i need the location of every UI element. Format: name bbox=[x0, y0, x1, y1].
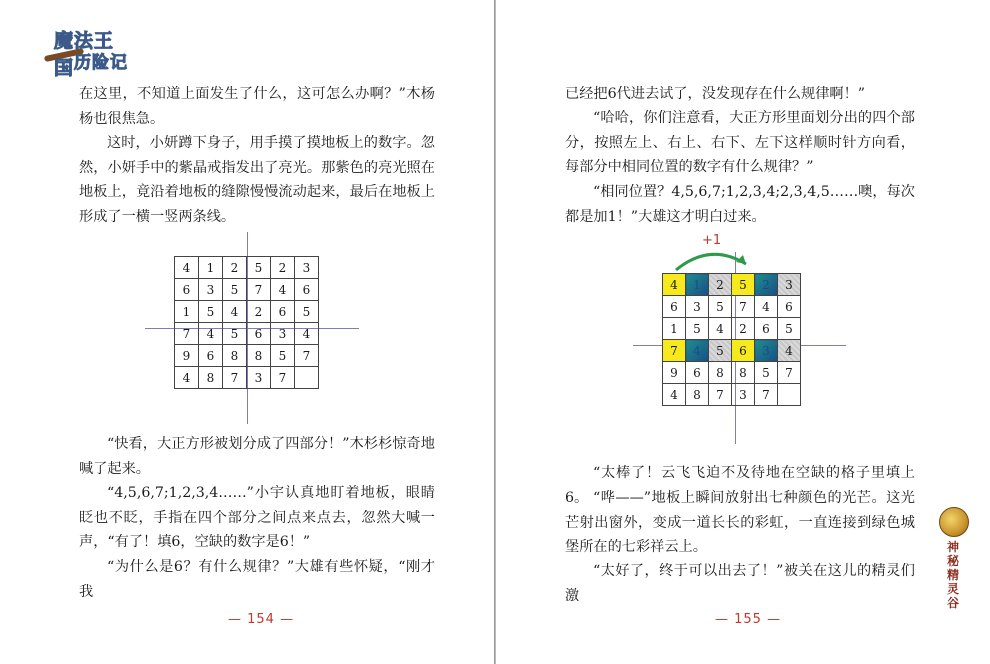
paragraph: “相同位置？4,5,6,7;1,2,3,4;2,3,4,5……噢，每次都是加1！”大雄这才明白过来。 bbox=[565, 184, 915, 225]
grid-cell: 3 bbox=[199, 279, 223, 301]
grid-cell: 4 bbox=[199, 323, 223, 345]
grid-cell: 6 bbox=[199, 345, 223, 367]
grid-cell: 2 bbox=[223, 257, 247, 279]
grid-cell: 9 bbox=[663, 362, 686, 384]
grid-cell: 5 bbox=[686, 318, 709, 340]
grid-cell: 8 bbox=[732, 362, 755, 384]
grid-cell: 7 bbox=[709, 384, 732, 406]
paragraph: “快看，大正方形被划分成了四部分！”木杉杉惊奇地喊了起来。 bbox=[79, 436, 435, 477]
grid-cell: 5 bbox=[223, 323, 247, 345]
plus-one-label: +1 bbox=[702, 233, 722, 248]
paragraph: “为什么是6？有什么规律？”大雄有些怀疑，“刚才我 bbox=[79, 559, 435, 600]
paragraph: 这时，小妍蹲下身子，用手摸了摸地板上的数字。忽然，小妍手中的紫晶戒指发出了亮光。那紫色的亮光照在地板上，竟沿着地板的缝隙慢慢流动起来，最后在地板上形成了一横一竖两条线。 bbox=[79, 135, 435, 225]
paragraph: “4,5,6,7;1,2,3,4……”小宇认真地盯着地板，眼睛眨也不眨，手指在四个部分之间点来点去，忽然大喊一声，“有了！填6，空缺的数字是6！” bbox=[79, 485, 435, 550]
grid-cell: 2 bbox=[709, 274, 732, 296]
logo-title-line1: 魔法王国 bbox=[54, 30, 115, 79]
grid-cell: 6 bbox=[778, 296, 801, 318]
medal-icon bbox=[939, 507, 969, 537]
grid-cell: 4 bbox=[295, 323, 319, 345]
grid-cell: 4 bbox=[663, 274, 686, 296]
paragraph: “太好了，终于可以出去了！”被关在这儿的精灵们激 bbox=[565, 563, 915, 604]
paragraph: 在这里，不知道上面发生了什么，这可怎么办啊？”木杨杨也很焦急。 bbox=[79, 86, 435, 127]
grid-cell: 6 bbox=[732, 340, 755, 362]
grid-cell: 5 bbox=[223, 279, 247, 301]
grid-cell: 5 bbox=[271, 345, 295, 367]
grid-cell: 5 bbox=[295, 301, 319, 323]
grid-cell: 3 bbox=[778, 274, 801, 296]
grid-cell: 7 bbox=[663, 340, 686, 362]
grid-cell: 3 bbox=[271, 323, 295, 345]
grid-cell: 6 bbox=[175, 279, 199, 301]
grid-cell: 1 bbox=[686, 274, 709, 296]
grid-cell: 8 bbox=[223, 345, 247, 367]
highlighted-number-grid bbox=[662, 273, 801, 406]
grid-cell: 7 bbox=[175, 323, 199, 345]
grid-cell: 5 bbox=[732, 274, 755, 296]
grid-cell: 3 bbox=[755, 340, 778, 362]
grid-cell: 8 bbox=[247, 345, 271, 367]
grid-row bbox=[175, 279, 319, 301]
grid-cell: 8 bbox=[709, 362, 732, 384]
grid-row bbox=[663, 274, 801, 296]
grid-row bbox=[175, 323, 319, 345]
grid-row bbox=[663, 384, 801, 406]
grid-cell: 2 bbox=[271, 257, 295, 279]
grid-cell: 5 bbox=[247, 257, 271, 279]
grid-cell: 7 bbox=[271, 367, 295, 389]
grid-cell: 2 bbox=[755, 274, 778, 296]
grid-row bbox=[175, 301, 319, 323]
paragraph: “太棒了！云飞飞迫不及待地在空缺的格子里填上6。 bbox=[565, 465, 915, 506]
grid-row bbox=[663, 362, 801, 384]
grid-cell: 3 bbox=[295, 257, 319, 279]
grid-cell: 9 bbox=[175, 345, 199, 367]
grid-cell: 2 bbox=[247, 301, 271, 323]
paragraph: “哈哈，你们注意看，大正方形里面划分出的四个部分，按照左上、右上、右下、左下这样顺时针方向看，每部分中相同位置的数字有什么规律？” bbox=[565, 110, 915, 175]
grid-cell: 4 bbox=[755, 296, 778, 318]
grid-cell: 2 bbox=[732, 318, 755, 340]
grid-cell: 1 bbox=[175, 301, 199, 323]
grid-cell: 7 bbox=[778, 362, 801, 384]
grid-cell: 7 bbox=[755, 384, 778, 406]
grid-cell: 4 bbox=[686, 340, 709, 362]
grid-cell: 4 bbox=[175, 257, 199, 279]
grid-cell: 6 bbox=[271, 301, 295, 323]
grid-row bbox=[663, 296, 801, 318]
number-grid bbox=[174, 256, 319, 389]
grid-cell: 4 bbox=[175, 367, 199, 389]
grid-cell: 5 bbox=[709, 340, 732, 362]
grid-row bbox=[175, 257, 319, 279]
grid-row bbox=[663, 340, 801, 362]
grid-cell bbox=[295, 367, 319, 389]
chapter-side-tab bbox=[939, 507, 969, 610]
grid-cell: 7 bbox=[295, 345, 319, 367]
grid-row bbox=[663, 318, 801, 340]
paragraph: 已经把6代进去试了，没发现存在什么规律啊！” bbox=[565, 86, 866, 102]
grid-cell bbox=[778, 384, 801, 406]
grid-cell: 4 bbox=[271, 279, 295, 301]
grid-cell: 8 bbox=[686, 384, 709, 406]
grid-row bbox=[175, 345, 319, 367]
grid-cell: 7 bbox=[223, 367, 247, 389]
grid-cell: 4 bbox=[663, 384, 686, 406]
grid-cell: 5 bbox=[755, 362, 778, 384]
grid-cell: 3 bbox=[732, 384, 755, 406]
page-number: — 154 — bbox=[228, 612, 295, 627]
grid-cell: 5 bbox=[709, 296, 732, 318]
grid-cell: 7 bbox=[247, 279, 271, 301]
grid-cell: 3 bbox=[247, 367, 271, 389]
grid-row bbox=[175, 367, 319, 389]
grid-cell: 6 bbox=[755, 318, 778, 340]
grid-cell: 5 bbox=[199, 301, 223, 323]
grid-cell: 4 bbox=[709, 318, 732, 340]
grid-cell: 4 bbox=[223, 301, 247, 323]
grid-cell: 6 bbox=[686, 362, 709, 384]
page-number: — 155 — bbox=[715, 612, 782, 627]
grid-cell: 5 bbox=[778, 318, 801, 340]
book-logo bbox=[40, 24, 132, 79]
chapter-title-vertical: 神秘精灵谷 bbox=[946, 540, 959, 610]
grid-cell: 6 bbox=[247, 323, 271, 345]
grid-cell: 1 bbox=[199, 257, 223, 279]
grid-cell: 1 bbox=[663, 318, 686, 340]
grid-cell: 4 bbox=[778, 340, 801, 362]
grid-cell: 6 bbox=[295, 279, 319, 301]
paragraph: “哗——”地板上瞬间放射出七种颜色的光芒。这光芒射出窗外，变成一道长长的彩虹，一直连接到绿色城堡所在的七彩祥云上。 bbox=[565, 490, 915, 555]
grid-cell: 3 bbox=[686, 296, 709, 318]
grid-cell: 7 bbox=[732, 296, 755, 318]
grid-cell: 8 bbox=[199, 367, 223, 389]
logo-title-line2: 历险记 bbox=[74, 53, 128, 73]
grid-cell: 6 bbox=[663, 296, 686, 318]
